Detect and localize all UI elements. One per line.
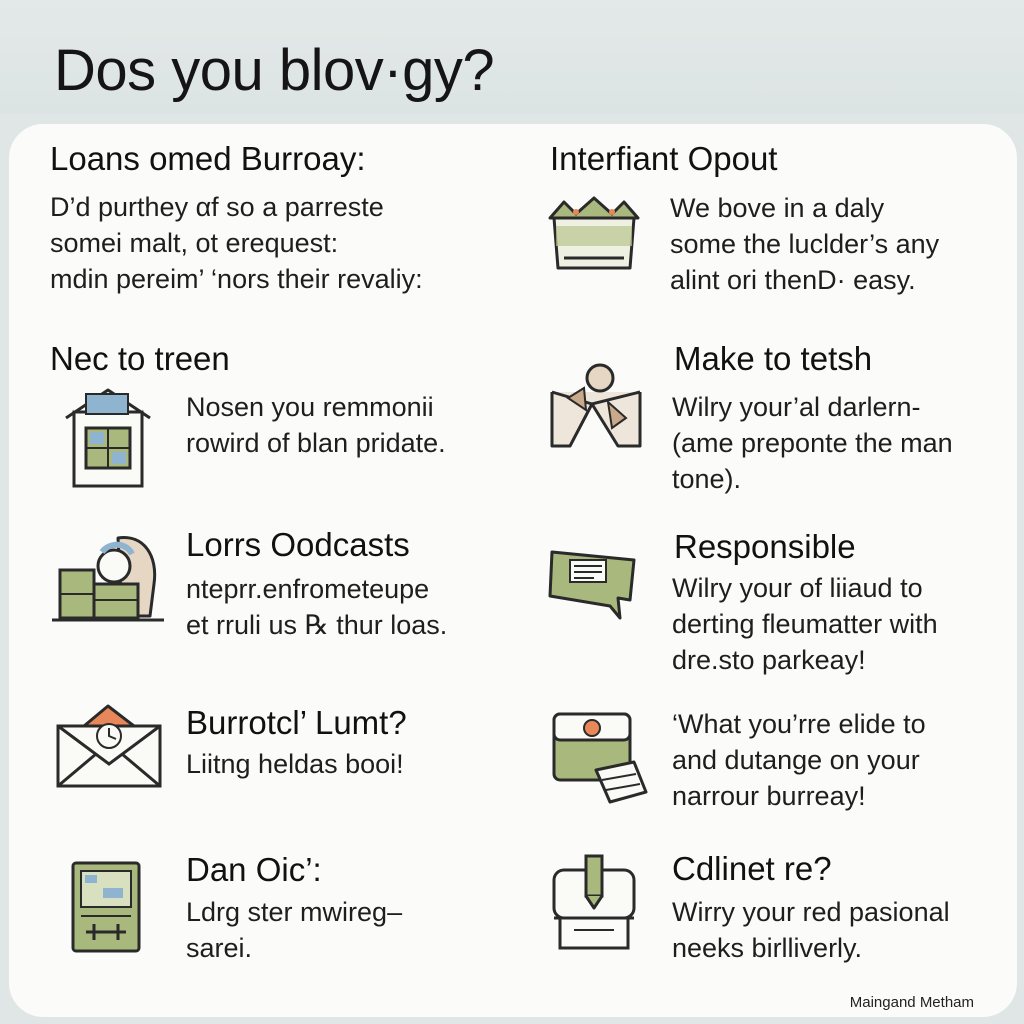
item-body (672, 894, 950, 966)
item-line: some the luclder’s any (670, 229, 940, 259)
item-nec-to-treen (50, 342, 230, 375)
item-line: et rruli us ℞ thur loas. (186, 610, 448, 640)
item-title: Loans omed Burroay: (50, 140, 366, 177)
item-make-to-tetsh (674, 342, 872, 375)
item-line: rowird of blan pridate. (186, 428, 446, 458)
item-line: dre.sto parkeay! (672, 645, 866, 675)
item-line: mdin pereim’ ‘nors their revaliy: (50, 264, 423, 294)
footer-credit: Maingand Metham (849, 994, 974, 1011)
bird-tent-icon (546, 358, 646, 454)
item-line: Wirry your red pasional (672, 897, 950, 927)
item-body (186, 389, 446, 461)
item-body (672, 389, 953, 497)
person-shelves-icon (52, 532, 164, 624)
item-line: Ldrg ster mwireg– (186, 897, 403, 927)
item-line: and dutange on your (672, 745, 920, 775)
item-body (672, 570, 938, 678)
calculator-icon (70, 860, 142, 954)
register-icon (548, 856, 640, 952)
item-line: (ame preponte the man (672, 428, 953, 458)
item-line: Nosen you remmonii (186, 392, 434, 422)
item-line: alint ori thenD· easy. (670, 265, 916, 295)
item-body (50, 189, 423, 297)
item-title: Make to tetsh (674, 340, 873, 377)
item-interfiant (550, 142, 777, 175)
item-body (186, 746, 404, 782)
item-line: somei malt, ot erequest: (50, 228, 339, 258)
item-title: Lorrs Oodcasts (186, 526, 410, 563)
item-line: neeks birlliverly. (672, 933, 863, 963)
item-line: sarei. (186, 933, 253, 963)
item-line: nteprr.enfrometeupe (186, 574, 430, 604)
item-line: ‘What you’rre elide to (672, 709, 926, 739)
item-title: Nec to treen (50, 340, 230, 377)
item-dan-oic (186, 853, 322, 886)
crown-banner-icon (546, 196, 642, 276)
item-line: We bove in a daly (670, 193, 885, 223)
house-icon (62, 388, 154, 490)
item-line: narrour burreay! (672, 781, 866, 811)
item-title: Dan Oic’: (186, 851, 322, 888)
envelope-clock-icon (56, 704, 162, 790)
item-cdlinet-re (672, 852, 832, 885)
item-title: Interfiant Opout (550, 140, 778, 177)
item-body (186, 894, 402, 966)
item-loans (50, 142, 423, 297)
item-title: Burrotcl’ Lumt? (186, 704, 407, 741)
item-line: derting fleumatter with (672, 609, 938, 639)
item-body (186, 571, 447, 643)
item-title: Cdlinet re? (672, 850, 832, 887)
credit-card-icon (546, 544, 642, 622)
item-line: D’d purthey αf so a parreste (50, 192, 384, 222)
item-lorrs-oodcasts (186, 528, 410, 561)
item-line: tone). (672, 464, 742, 494)
page-title: Dos you blov·gy? (54, 38, 495, 103)
wallet-hand-icon (550, 712, 650, 810)
item-line: Wilry your’al darlern- (672, 392, 921, 422)
item-line: Liitng heldas booi! (186, 749, 404, 779)
item-title: Responsible (674, 528, 856, 565)
item-responsible (674, 530, 856, 563)
item-burrotcl-lumt (186, 706, 407, 739)
item-body (670, 190, 939, 298)
item-body (672, 706, 926, 814)
item-line: Wilry your of liiaud to (672, 573, 923, 603)
